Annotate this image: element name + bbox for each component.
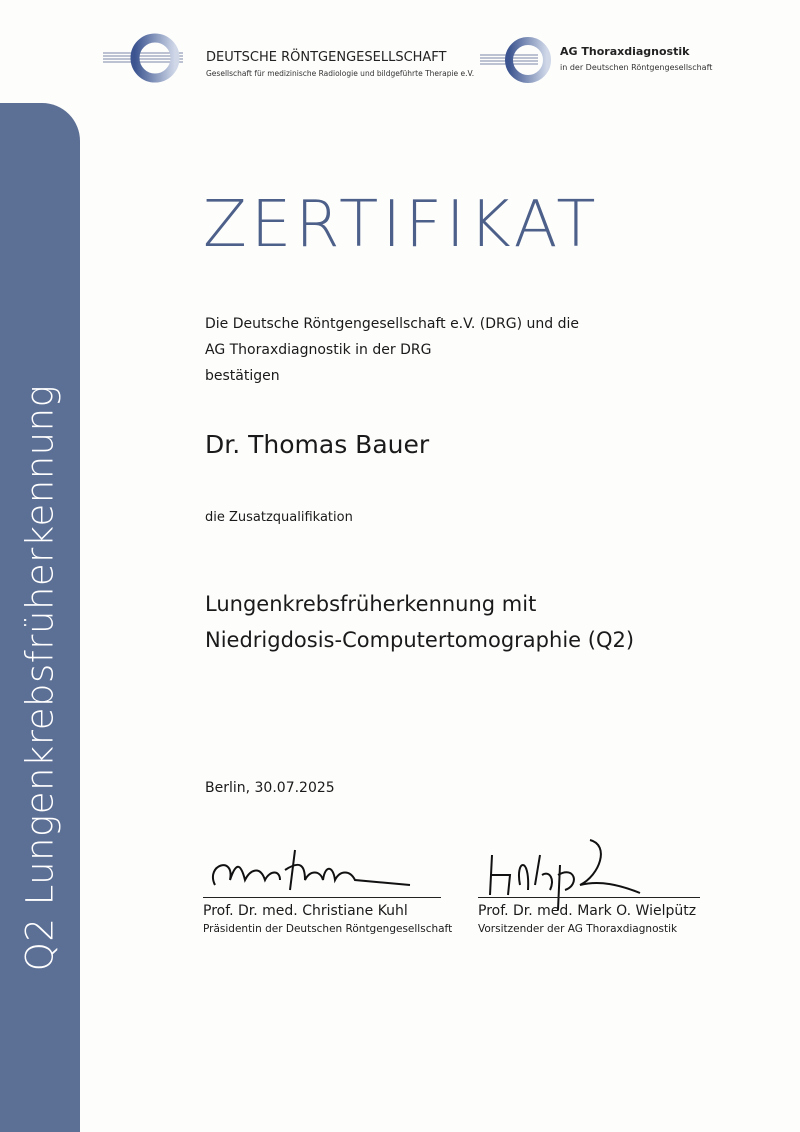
signature-wielpuetz — [480, 835, 680, 910]
qualification-line-2: Niedrigdosis-Computertomographie (Q2) — [205, 628, 635, 652]
ag-thorax-logo — [478, 33, 713, 92]
signature-kuhl — [205, 845, 415, 895]
signature-line-2 — [478, 897, 700, 898]
intro-line-1: Die Deutsche Röntgengesellschaft e.V. (DRG) und die — [205, 316, 580, 332]
signer-2-name: Prof. Dr. med. Mark O. Wielpütz — [478, 903, 697, 919]
ag-logo-subtitle: in der Deutschen Röntgengesellschaft — [560, 63, 713, 72]
recipient-name: Dr. Thomas Bauer — [205, 430, 430, 459]
drg-logo-title: DEUTSCHE RÖNTGENGESELLSCHAFT — [206, 50, 447, 65]
qualification-line-1: Lungenkrebsfrüherkennung mit — [205, 592, 537, 616]
side-band-text: Q2 Lungenkrebsfrüherkennung — [18, 384, 62, 972]
drg-logo-icon — [103, 33, 203, 83]
signer-1-name: Prof. Dr. med. Christiane Kuhl — [203, 903, 408, 919]
qualification-label: die Zusatzqualifikation — [205, 510, 353, 525]
ag-thorax-logo-icon — [478, 33, 558, 88]
signer-1-role: Präsidentin der Deutschen Röntgengesellschaft — [203, 923, 453, 935]
signature-line-1 — [203, 897, 441, 898]
intro-line-2: AG Thoraxdiagnostik in der DRG — [205, 342, 432, 358]
drg-logo — [103, 33, 475, 87]
side-band — [0, 103, 80, 1132]
intro-line-3: bestätigen — [205, 368, 280, 384]
certificate-title: ZERTIFIKAT — [203, 188, 600, 262]
signer-2-role: Vorsitzender der AG Thoraxdiagnostik — [478, 923, 678, 935]
drg-logo-subtitle: Gesellschaft für medizinische Radiologie und bildgeführte Therapie e.V. — [206, 69, 475, 78]
ag-logo-title: AG Thoraxdiagnostik — [560, 45, 690, 58]
place-date: Berlin, 30.07.2025 — [205, 780, 335, 796]
